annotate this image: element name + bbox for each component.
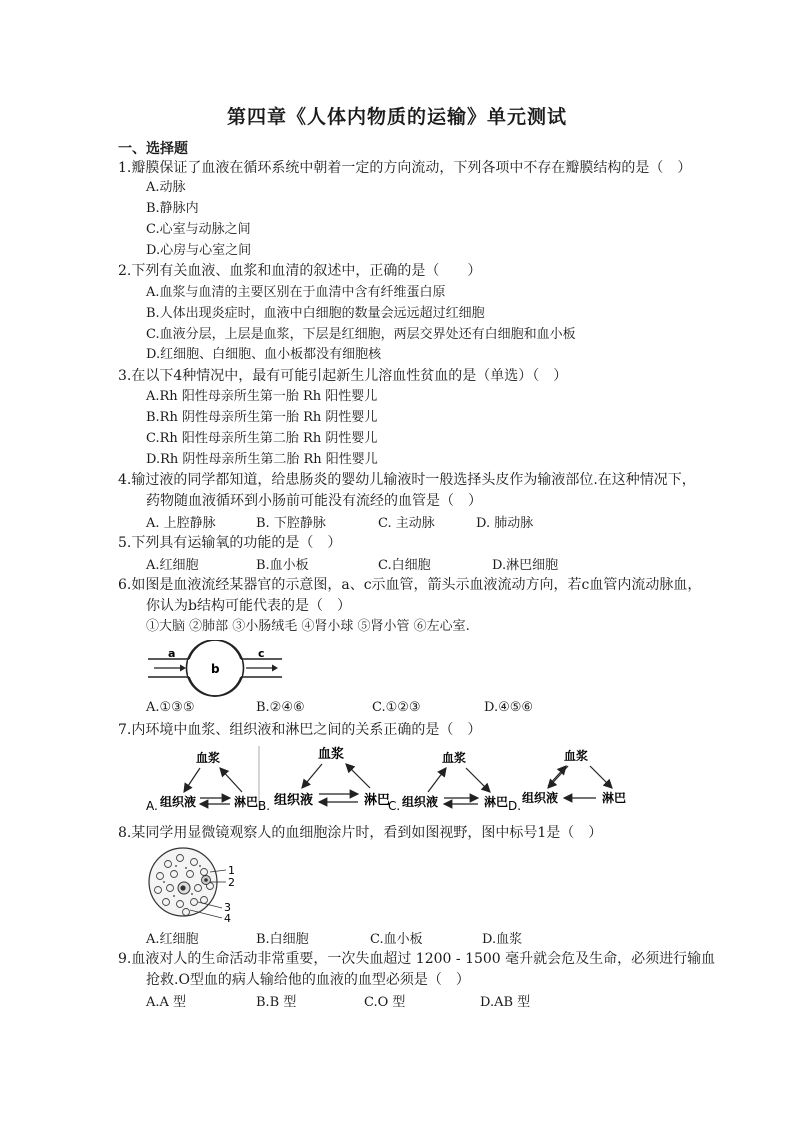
question-8-option-d: D.血浆 [482, 932, 523, 947]
question-1-option-a: A.动脉 [146, 180, 186, 195]
diagram-a-letter: A. [146, 799, 158, 813]
question-8-option-a: A.红细胞 [146, 932, 199, 947]
question-6-option-d: D.④⑤⑥ [484, 700, 534, 715]
question-6-stem: 6.如图是血液流经某器官的示意图，a、c示血管，箭头示血液流动方向，若c血管内流动脉血， [118, 577, 702, 593]
diagram-d-plasma: 血浆 [564, 749, 589, 763]
question-6-option-b: B.②④⑥ [256, 700, 305, 715]
question-4-stem: 4.输过液的同学都知道，给患肠炎的婴幼儿输液时一般选择头皮作为输液部位.在这种情况下， [118, 472, 696, 488]
diagram-b-letter: B. [258, 799, 271, 813]
diagram-c-tissue-fluid: 组织液 [402, 795, 439, 809]
question-4-option-a: A. 上腔静脉 [146, 516, 216, 531]
question-3-option-d: D.Rh 阴性母亲所生第二胎 Rh 阳性婴儿 [146, 452, 378, 467]
question-4-stem-continued: 药物随血液循环到小肠前可能没有流经的血管是（ ） [146, 493, 482, 509]
question-1-option-c: C.心室与动脉之间 [146, 222, 251, 237]
question-8-options [146, 928, 726, 948]
question-4-option-c: C. 主动脉 [378, 516, 435, 531]
diagram-a-lymph: 淋巴 [234, 795, 259, 809]
question-8-option-b: B.白细胞 [256, 932, 309, 947]
question-9-stem: 9.血液对人的生命活动非常重要，一次失血超过 1200 - 1500 毫升就会危及生命，必须进行输血 [118, 951, 716, 967]
question-5-option-b: B.血小板 [256, 558, 309, 573]
diagram-d-letter: D. [508, 799, 522, 813]
diagram-c-plasma: 血浆 [442, 751, 467, 765]
question-3-option-a: A.Rh 阳性母亲所生第一胎 Rh 阳性婴儿 [146, 389, 378, 404]
question-2-option-a: A.血浆与血清的主要区别在于血清中含有纤维蛋白原 [146, 285, 446, 300]
question-1-option-b: B.静脉内 [146, 201, 199, 216]
question-3-option-c: C.Rh 阳性母亲所生第二胎 Rh 阴性婴儿 [146, 431, 378, 446]
question-2-option-b: B.人体出现炎症时，血液中白细胞的数量会远远超过红细胞 [146, 306, 485, 321]
label-4: 4 [224, 912, 231, 924]
question-5-option-c: C.白细胞 [378, 558, 431, 573]
section-heading: 一、选择题 [118, 141, 188, 157]
diagram-c-lymph: 淋巴 [484, 795, 509, 809]
question-6-stem-continued: 你认为b结构可能代表的是（ ） [146, 598, 351, 614]
question-3-stem: 3.在以下4种情况中，最有可能引起新生儿溶血性贫血的是（单选）（ ） [118, 368, 568, 384]
question-4-option-d: D. 肺动脉 [476, 516, 534, 531]
question-9-option-a: A.A 型 [146, 995, 187, 1010]
question-6-option-a: A.①③⑤ [146, 700, 195, 715]
question-1-option-d: D.心房与心室之间 [146, 243, 252, 258]
question-9-option-b: B.B 型 [256, 995, 297, 1010]
question-9-stem-continued: 抢救.O型血的病人输给他的血液的血型必须是（ ） [146, 972, 470, 988]
question-2-option-d: D.红细胞、白细胞、血小板都没有细胞核 [146, 347, 382, 362]
question-3-option-b: B.Rh 阴性母亲所生第一胎 Rh 阴性婴儿 [146, 410, 378, 425]
blood-smear-microscope-view [146, 844, 242, 924]
label-3: 3 [224, 901, 231, 914]
diagram-a-plasma: 血浆 [196, 751, 221, 765]
question-5-option-d: D.淋巴细胞 [492, 558, 559, 573]
diagram-d-tissue-fluid: 组织液 [522, 791, 559, 805]
question-7-stem: 7.内环境中血浆、组织液和淋巴之间的关系正确的是（ ） [118, 722, 482, 738]
question-9-options [146, 991, 726, 1011]
question-5-option-a: A.红细胞 [146, 558, 199, 573]
question-4-options [146, 512, 726, 532]
body-fluid-relationship-diagrams [144, 742, 664, 814]
question-2-stem: 2.下列有关血液、血浆和血清的叙述中，正确的是（ ） [118, 263, 482, 279]
diagram-b-tissue-fluid: 组织液 [274, 793, 314, 808]
label-a: a [168, 647, 176, 660]
page-title: 第四章《人体内物质的运输》单元测试 [226, 106, 567, 128]
diagram-b-lymph: 淋巴 [364, 793, 391, 808]
question-2-option-c: C.血液分层，上层是血浆，下层是红细胞，两层交界处还有白细胞和血小板 [146, 327, 576, 342]
question-6-option-c: C.①②③ [372, 700, 421, 715]
diagram-a-tissue-fluid: 组织液 [160, 795, 197, 809]
diagram-d-lymph: 淋巴 [602, 791, 627, 805]
question-1-stem: 1.瓣膜保证了血液在循环系统中朝着一定的方向流动，下列各项中不存在瓣膜结构的是（ ） [118, 160, 692, 176]
question-5-stem: 5.下列具有运输氧的功能的是（ ） [118, 535, 342, 551]
diagram-c-letter: C. [388, 799, 401, 813]
label-2: 2 [228, 876, 235, 889]
question-8-stem: 8.某同学用显微镜观察人的血细胞涂片时，看到如图视野，图中标号1是（ ） [118, 825, 603, 841]
question-6-options [146, 700, 726, 720]
label-1: 1 [228, 864, 235, 877]
blood-flow-organ-diagram [146, 640, 286, 698]
question-9-option-c: C.O 型 [364, 995, 406, 1010]
label-c: c [258, 647, 265, 660]
label-b: b [211, 662, 220, 676]
question-8-option-c: C.血小板 [370, 932, 423, 947]
diagram-b-plasma: 血浆 [318, 747, 345, 762]
question-9-option-d: D.AB 型 [480, 995, 531, 1010]
question-5-options [146, 554, 726, 574]
question-6-choice-list: ①大脑 ②肺部 ③小肠绒毛 ④肾小球 ⑤肾小管 ⑥左心室. [146, 619, 470, 634]
question-4-option-b: B. 下腔静脉 [256, 516, 326, 531]
